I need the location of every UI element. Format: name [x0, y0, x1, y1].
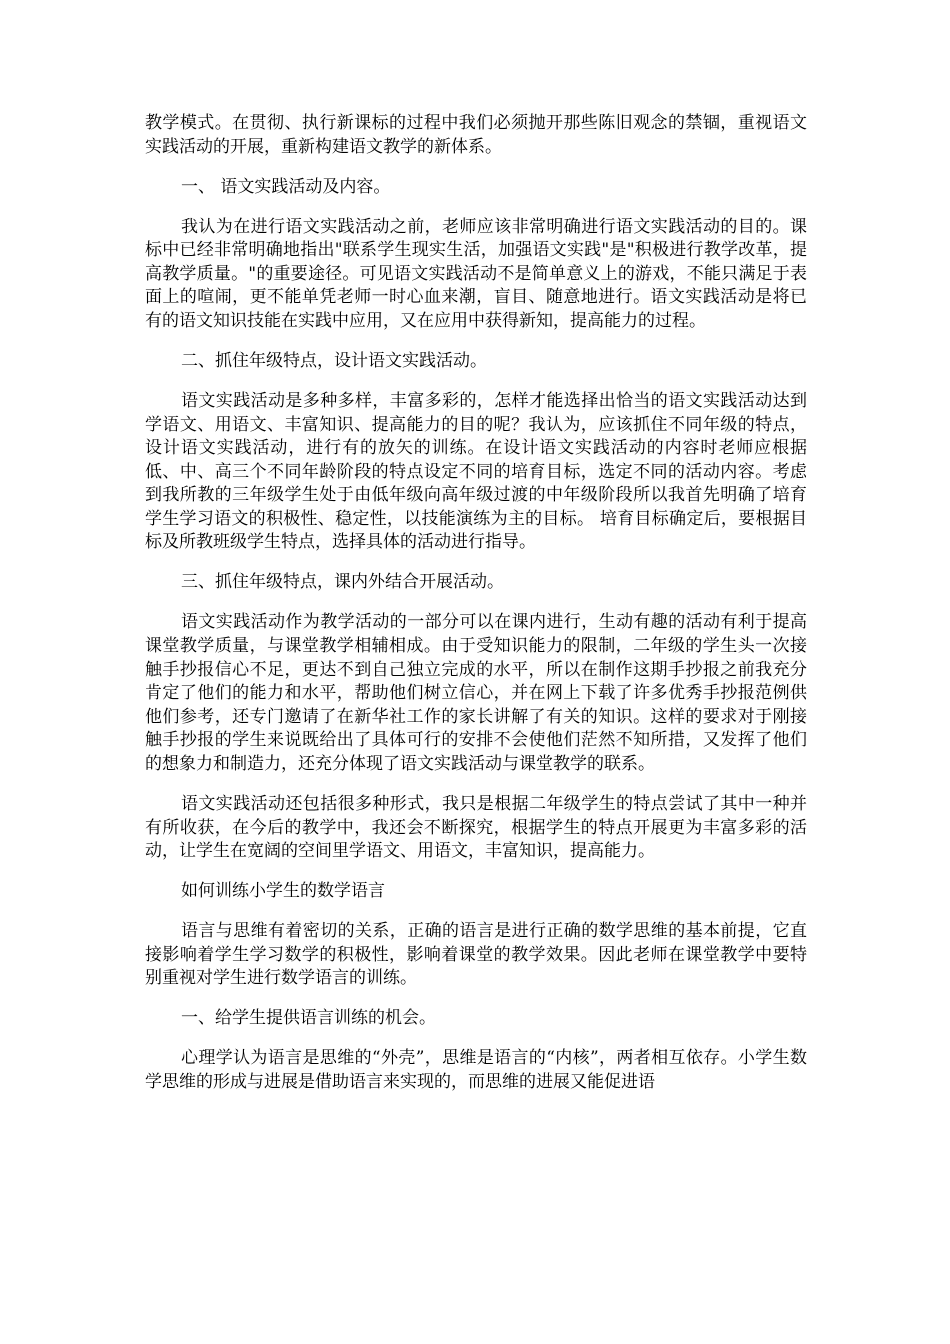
article-title: 如何训练小学生的数学语言	[181, 881, 385, 902]
paragraph-intro-continued: 教学模式。在贯彻、执行新课标的过程中我们必须抛开那些陈旧观念的禁锢，重视语文实践活动的开展，重新构建语文教学的新体系。	[145, 113, 807, 157]
paragraph: 我认为在进行语文实践活动之前，老师应该非常明确进行语文实践活动的目的。课标中已经非常明确地指出"联系学生现实生活，加强语文实践"是"积极进行教学改革，提高教学质量。"的重要途径。可见语文实践活动不是简单意义上的游戏，不能只满足于表面上的喧闹，更不能单凭老师一时心血来潮，盲目、随意地进行。语文实践活动是将已有的语文知识技能在实践中应用，又在应用中获得新知，提高能力的过程。	[145, 216, 807, 331]
heading-section-2: 二、抓住年级特点，设计语文实践活动。	[181, 350, 487, 371]
paragraph: 心理学认为语言是思维的“外壳”，思维是语言的“内核”，两者相互依存。小学生数学思维的形成与进展是借助语言来实现的，而思维的进展又能促进语	[145, 1048, 807, 1092]
paragraph: 语文实践活动作为教学活动的一部分可以在课内进行，生动有趣的活动有利于提高课堂教学质量，与课堂教学相辅相成。由于受知识能力的限制，二年级的学生头一次接触手抄报信心不足，更达不到自己独立完成的水平，所以在制作这期手抄报之前我充分肯定了他们的能力和水平，帮助他们树立信心，并在网上下载了许多优秀手抄报范例供他们参考，还专门邀请了在新华社工作的家长讲解了有关的知识。这样的要求对于刚接触手抄报的学生来说既给出了具体可行的安排不会使他们茫然不知所措，又发挥了他们的想象力和制造力，还充分体现了语文实践活动与课堂教学的联系。	[145, 612, 807, 774]
heading-section-1: 一、 语文实践活动及内容。	[181, 176, 391, 197]
paragraph: 语言与思维有着密切的关系，正确的语言是进行正确的数学思维的基本前提，它直接影响着学生学习数学的积极性，影响着课堂的教学效果。因此老师在课堂教学中要特别重视对学生进行数学语言的训练。	[145, 921, 807, 989]
paragraph: 语文实践活动还包括很多种形式，我只是根据二年级学生的特点尝试了其中一种并有所收获，在今后的教学中，我还会不断探究，根据学生的特点开展更为丰富多彩的活动，让学生在宽阔的空间里学语文、用语文，丰富知识，提高能力。	[145, 793, 807, 862]
document-page	[145, 112, 807, 1111]
heading-section-3: 三、抓住年级特点，课内外结合开展活动。	[181, 572, 504, 593]
heading-section-1b: 一、给学生提供语言训练的机会。	[181, 1008, 436, 1029]
paragraph: 语文实践活动是多种多样，丰富多彩的，怎样才能选择出恰当的语文实践活动达到学语文、用语文、丰富知识、提高能力的目的呢？我认为，应该抓住不同年级的特点，设计语文实践活动，进行有的放矢的训练。在设计语文实践活动的内容时老师应根据低、中、高三个不同年龄阶段的特点设定不同的培育目标，选定不同的活动内容。考虑到我所教的三年级学生处于由低年级向高年级过渡的中年级阶段所以我首先明确了培育学生学习语文的积极性、稳定性，以技能演练为主的目标。 培育目标确定后，要根据目标及所教班级学生特点，选择具体的活动进行指导。	[145, 390, 807, 553]
